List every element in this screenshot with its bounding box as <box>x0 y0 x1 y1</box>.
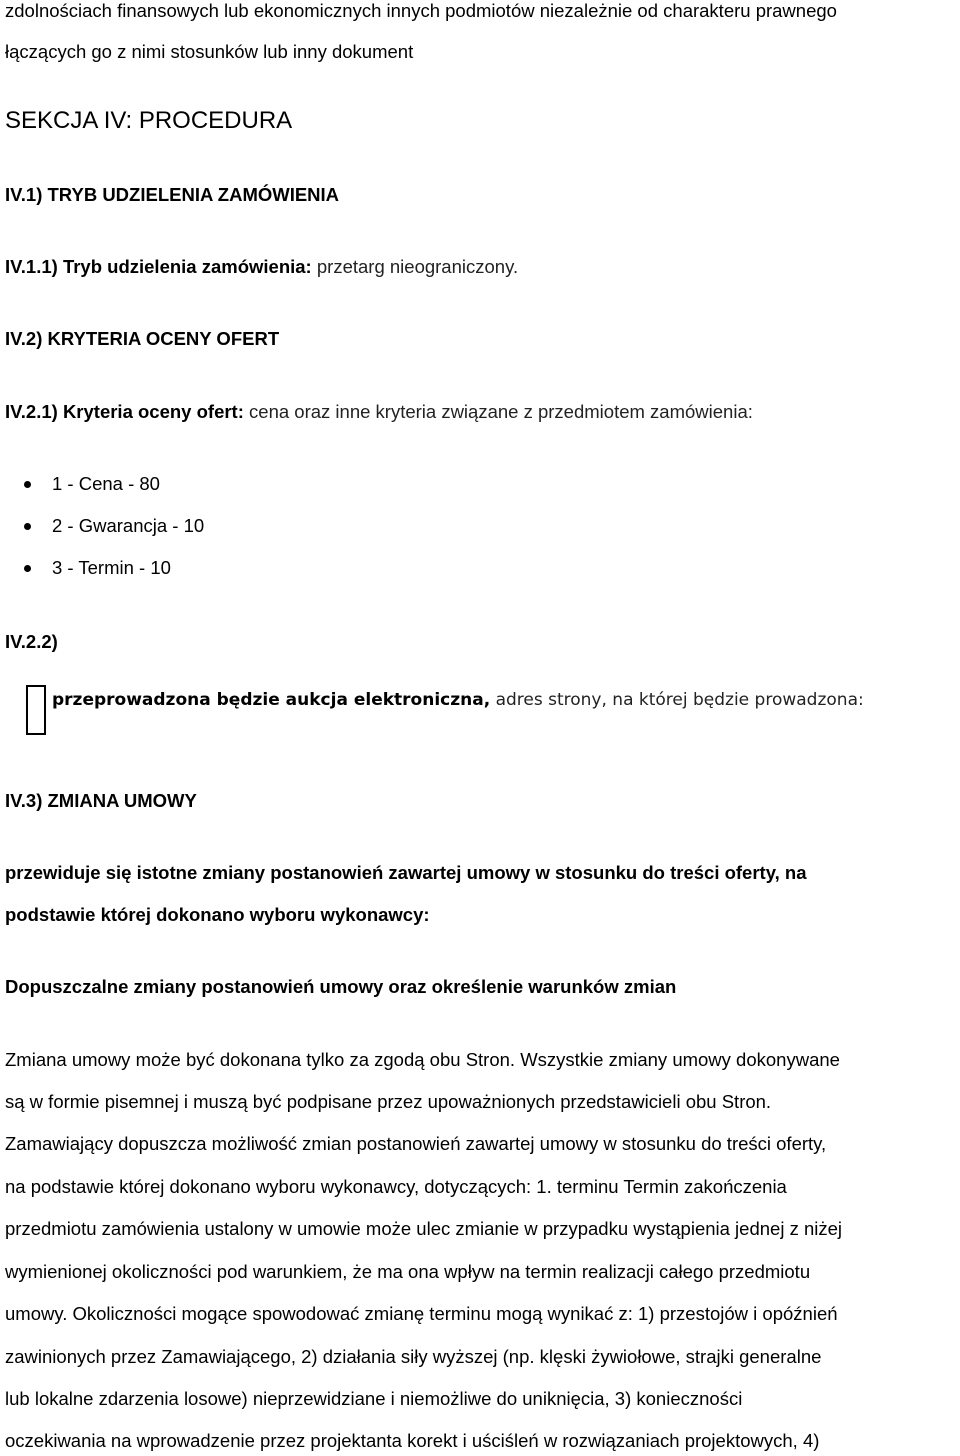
criteria-item: 1 - Cena - 80 <box>52 473 160 494</box>
criteria-item: 3 - Termin - 10 <box>52 557 171 578</box>
body-line: Zmiana umowy może być dokonana tylko za zgodą obu Stron. Wszystkie zmiany umowy dokonywane <box>5 1049 840 1070</box>
iv1-1-label: IV.1.1) Tryb udzielenia zamówienia: <box>5 256 312 277</box>
iv2-2-label: IV.2.2) <box>5 631 58 652</box>
body-line: zawinionych przez Zamawiającego, 2) działania siły wyższej (np. klęski żywiołowe, strajki generalne <box>5 1346 822 1367</box>
section-title: SEKCJA IV: PROCEDURA <box>5 107 293 134</box>
iv3-bold-line: podstawie której dokonano wyboru wykonawcy: <box>5 904 430 925</box>
iv2-1-label: IV.2.1) Kryteria oceny ofert: <box>5 401 244 422</box>
iv2-1-row <box>5 401 753 423</box>
auction-line <box>52 689 864 711</box>
bullet-icon <box>24 565 31 572</box>
criteria-item: 2 - Gwarancja - 10 <box>52 515 205 536</box>
iv3-heading: IV.3) ZMIANA UMOWY <box>5 790 197 811</box>
iv2-1-value: cena oraz inne kryteria związane z przedmiotem zamówienia: <box>249 401 753 422</box>
auction-rest-text: adres strony, na której będzie prowadzona: <box>495 690 864 710</box>
iv3-subheading: Dopuszczalne zmiany postanowień umowy oraz określenie warunków zmian <box>5 976 677 997</box>
auction-checkbox[interactable] <box>26 685 46 735</box>
body-line: na podstawie której dokonano wyboru wykonawcy, dotyczących: 1. terminu Termin zakończenia <box>5 1176 787 1197</box>
intro-line: zdolnościach finansowych lub ekonomicznych innych podmiotów niezależnie od charakteru prawnego <box>5 0 837 21</box>
body-line: przedmiotu zamówienia ustalony w umowie może ulec zmianie w przypadku wystąpienia jednej z niżej <box>5 1218 843 1239</box>
auction-bold-text: przeprowadzona będzie aukcja elektroniczna, <box>52 690 491 710</box>
body-line: oczekiwania na wprowadzenie przez projektanta korekt i uściśleń w rozwiązaniach projektowych, 4) <box>5 1430 820 1451</box>
body-line: lub lokalne zdarzenia losowe) nieprzewidziane i niemożliwe do uniknięcia, 3) konieczności <box>5 1388 743 1409</box>
iv1-heading: IV.1) TRYB UDZIELENIA ZAMÓWIENIA <box>5 184 340 205</box>
body-line: Zamawiający dopuszcza możliwość zmian postanowień zawartej umowy w stosunku do treści oferty, <box>5 1133 827 1154</box>
bullet-icon <box>24 523 31 530</box>
intro-line: łączących go z nimi stosunków lub inny dokument <box>5 41 414 62</box>
bullet-icon <box>24 481 31 488</box>
iv3-bold-line: przewiduje się istotne zmiany postanowień zawartej umowy w stosunku do treści oferty, na <box>5 862 807 883</box>
iv2-heading: IV.2) KRYTERIA OCENY OFERT <box>5 328 280 349</box>
iv1-1-row <box>5 256 518 278</box>
body-line: umowy. Okoliczności mogące spowodować zmianę terminu mogą wynikać z: 1) przestojów i opóźnień <box>5 1303 838 1324</box>
body-line: wymienionej okoliczności pod warunkiem, że ma ona wpływ na termin realizacji całego przedmiotu <box>5 1261 811 1282</box>
body-line: są w formie pisemnej i muszą być podpisane przez upoważnionych przedstawicieli obu Stron. <box>5 1091 772 1112</box>
iv1-1-value: przetarg nieograniczony. <box>316 256 519 277</box>
